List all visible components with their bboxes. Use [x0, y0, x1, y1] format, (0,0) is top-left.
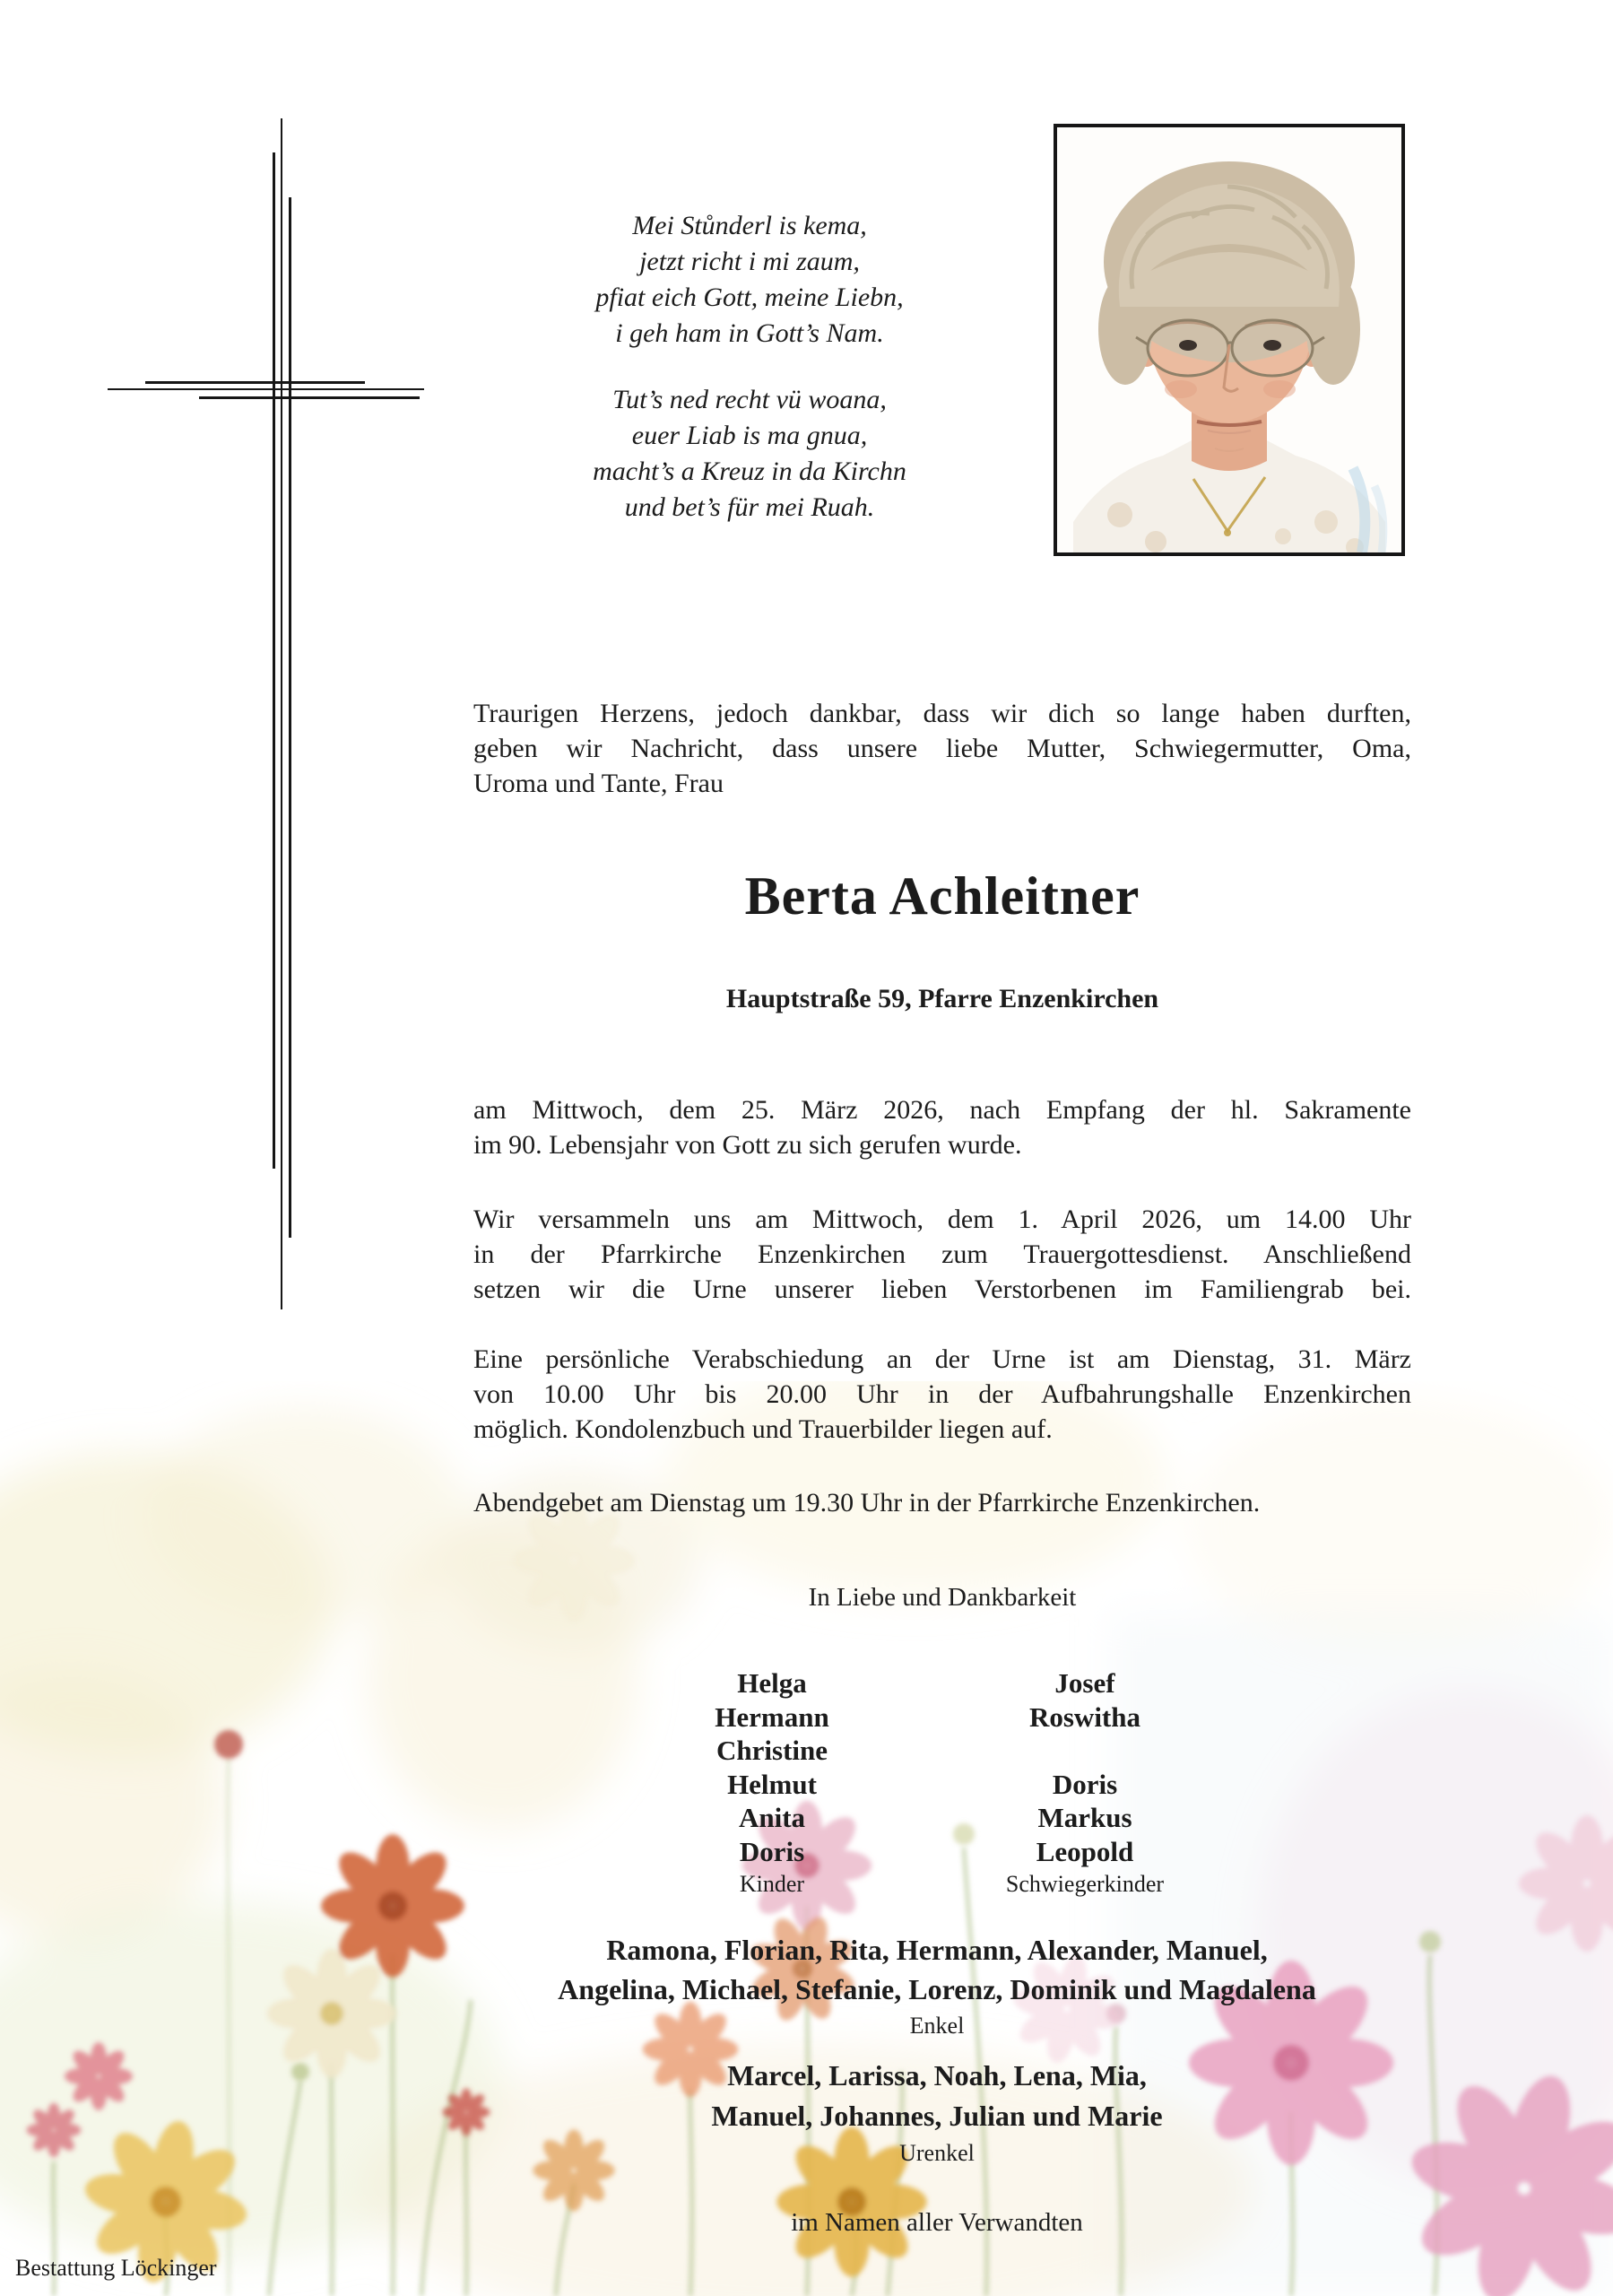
cross-horizontal-line: [199, 396, 420, 399]
notice-paragraph-death: [473, 1092, 1411, 1162]
notice-line: im 90. Lebensjahr von Gott zu sich gerufen wurde.: [473, 1130, 1022, 1160]
cross-vertical-line: [273, 152, 275, 1169]
notice-intro: [473, 696, 1411, 801]
great-grandchildren-caption: Urenkel: [899, 2140, 975, 2166]
family-name: Hermann: [715, 1700, 829, 1733]
children-column: [593, 1666, 951, 1900]
family-name: [906, 1734, 1264, 1768]
family-name: Leopold: [1036, 1835, 1134, 1867]
notice-line: am Mittwoch, dem 25. März 2026, nach Empfang der hl. Sakramente: [473, 1095, 1411, 1125]
poem-line: macht’s a Kreuz in da Kirchn: [593, 457, 906, 486]
poem-line: pfiat eich Gott, meine Liebn,: [595, 283, 904, 312]
on-behalf-line: im Namen aller Verwandten: [791, 2208, 1083, 2237]
children-in-law-column: [906, 1666, 1264, 1900]
notice-line: Abendgebet am Dienstag um 19.30 Uhr in der Pfarrkirche Enzenkirchen.: [473, 1488, 1261, 1518]
poem-stanza-1: [481, 208, 1019, 352]
notice-intro-line: geben wir Nachricht, dass unsere liebe Mutter, Schwiegermutter, Oma,: [473, 734, 1411, 763]
cross-horizontal-line: [108, 388, 424, 390]
family-name: Josef: [1054, 1667, 1115, 1699]
family-name: Roswitha: [1028, 1700, 1140, 1733]
great-grandchildren-line: Manuel, Johannes, Julian und Marie: [711, 2100, 1163, 2132]
funeral-home-credit: Bestattung Löckinger: [15, 2255, 217, 2281]
poem-line: jetzt richt i mi zaum,: [639, 247, 860, 276]
cross-vertical-line: [289, 197, 291, 1238]
closing-line: In Liebe und Dankbarkeit: [808, 1583, 1077, 1612]
notice-intro-line: Uroma und Tante, Frau: [473, 769, 724, 798]
great-grandchildren-line: Marcel, Larissa, Noah, Lena, Mia,: [727, 2059, 1147, 2092]
poem-stanza-2: [481, 382, 1019, 526]
children-in-law-caption: Schwiegerkinder: [1005, 1871, 1165, 1897]
notice-paragraph-service: [473, 1202, 1411, 1307]
grandchildren-line: Ramona, Florian, Rita, Hermann, Alexander, Manuel,: [606, 1934, 1268, 1966]
cross-vertical-line: [281, 118, 282, 1309]
poem-line: Mei Stůnderl is kema,: [632, 211, 867, 240]
family-name: Christine: [716, 1735, 828, 1766]
family-name: Anita: [738, 1802, 806, 1833]
family-name: Doris: [1052, 1768, 1118, 1800]
deceased-name: Berta Achleitner: [744, 866, 1140, 926]
notice-paragraph-evening-prayer: [473, 1485, 1411, 1520]
poem-line: euer Liab is ma gnua,: [631, 421, 868, 450]
great-grandchildren-block: [249, 2056, 1613, 2170]
notice-intro-line: Traurigen Herzens, jedoch dankbar, dass wir dich so lange haben durften,: [473, 699, 1411, 728]
portrait-photo: [1054, 124, 1405, 556]
notice-line: Eine persönliche Verabschiedung an der Urne ist am Dienstag, 31. März: [473, 1344, 1411, 1374]
family-name: Markus: [1037, 1802, 1132, 1833]
grandchildren-caption: Enkel: [909, 2013, 965, 2039]
poem-line: i geh ham in Gott’s Nam.: [615, 318, 884, 348]
family-name: Helga: [737, 1667, 807, 1699]
deceased-address: Hauptstraße 59, Pfarre Enzenkirchen: [725, 984, 1159, 1013]
poem-line: und bet’s für mei Ruah.: [624, 492, 875, 522]
family-name: Doris: [739, 1835, 805, 1867]
grandchildren-line: Angelina, Michael, Stefanie, Lorenz, Dominik und Magdalena: [558, 1973, 1316, 2005]
notice-line: möglich. Kondolenzbuch und Trauerbilder liegen auf.: [473, 1414, 1053, 1444]
portrait-illustration: [1057, 127, 1401, 552]
notice-line: in der Pfarrkirche Enzenkirchen zum Trauergottesdienst. Anschließend: [473, 1239, 1411, 1269]
cross-horizontal-line: [145, 381, 365, 384]
notice-line: setzen wir die Urne unserer lieben Verstorbenen im Familiengrab bei.: [473, 1274, 1411, 1304]
family-name: Helmut: [727, 1768, 817, 1800]
notice-paragraph-farewell: [473, 1342, 1411, 1447]
notice-line: Wir versammeln uns am Mittwoch, dem 1. April 2026, um 14.00 Uhr: [473, 1205, 1411, 1234]
notice-line: von 10.00 Uhr bis 20.00 Uhr in der Aufbahrungshalle Enzenkirchen: [473, 1379, 1411, 1409]
poem-line: Tut’s ned recht vü woana,: [612, 385, 887, 414]
children-caption: Kinder: [739, 1871, 805, 1897]
grandchildren-block: [249, 1930, 1613, 2043]
